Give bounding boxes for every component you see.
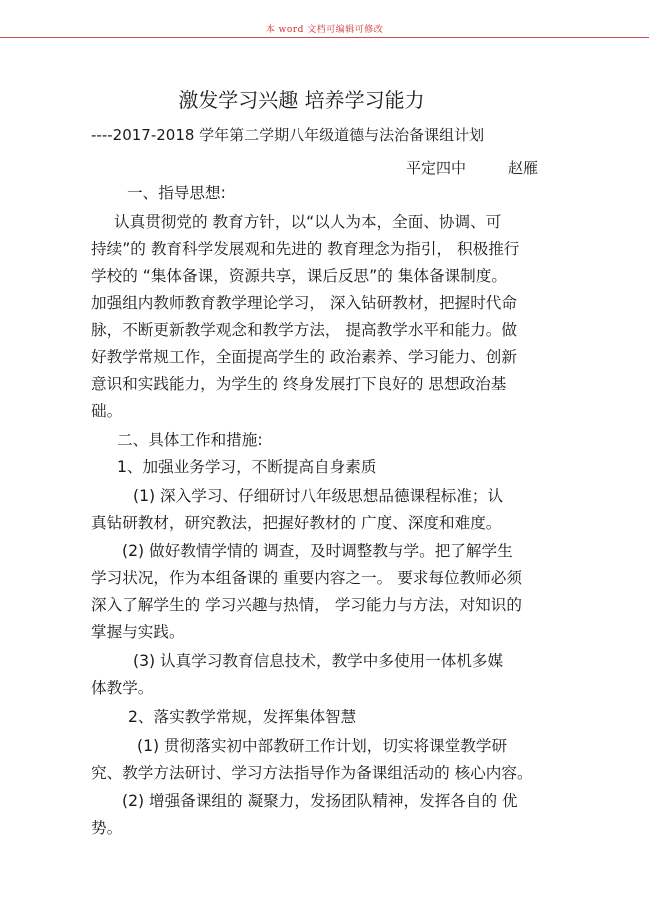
paragraph-line: 真钻研教材，研究教法，把握好教材的 广度、深度和难度。 bbox=[91, 514, 502, 532]
paragraph-line: (3) 认真学习教育信息技术，教学中多使用一体机多媒 bbox=[133, 652, 504, 670]
subsection-heading: 2、落实教学常规，发挥集体智慧 bbox=[128, 708, 357, 726]
paragraph-line: 学校的 “集体备课，资源共享，课后反思”的 集体备课制度。 bbox=[91, 267, 507, 285]
subsection-heading: 1、加强业务学习，不断提高自身素质 bbox=[117, 458, 377, 476]
paragraph-line: (1) 贯彻落实初中部教研工作计划，切实将课堂教学研 bbox=[137, 737, 508, 755]
paragraph-line: 势。 bbox=[91, 819, 123, 837]
paragraph-line: 掌握与实践。 bbox=[91, 623, 185, 641]
document-title: 激发学习兴趣 培养学习能力 bbox=[178, 88, 425, 112]
section-heading: 二、具体工作和措施: bbox=[117, 431, 263, 449]
paragraph-line: 好教学常规工作，全面提高学生的 政治素养、学习能力、创新 bbox=[91, 348, 517, 366]
paragraph-line: (2) 做好教情学情的 调查，及时调整教与学。把了解学生 bbox=[122, 542, 513, 560]
school-name: 平定四中 bbox=[406, 159, 467, 177]
paragraph-line: 体教学。 bbox=[91, 679, 154, 697]
paragraph-line: 脉，不断更新教学观念和教学方法， 提高教学水平和能力。做 bbox=[91, 321, 517, 339]
paragraph-line: 学习状况，作为本组备课的 重要内容之一。 要求每位教师必须 bbox=[91, 569, 522, 587]
paragraph-line: 意识和实践能力，为学生的 终身发展打下良好的 思想政治基 bbox=[91, 375, 507, 393]
paragraph-line: 认真贯彻党的 教育方针，以“以人为本，全面、协调、可 bbox=[114, 213, 502, 231]
paragraph-line: (2) 增强备课组的 凝聚力，发扬团队精神，发挥各自的 优 bbox=[122, 792, 518, 810]
section-heading: 一、指导思想: bbox=[127, 184, 226, 202]
paragraph-line: 究、教学方法研讨、学习方法指导作为备课组活动的 核心内容。 bbox=[91, 764, 533, 782]
paragraph-line: 持续”的 教育科学发展观和先进的 教育理念为指引， 积极推行 bbox=[91, 240, 520, 258]
paragraph-line: 础。 bbox=[91, 402, 123, 420]
document-subtitle: ----2017-2018 学年第二学期八年级道德与法治备课组计划 bbox=[91, 126, 485, 144]
paragraph-line: (1) 深入学习、仔细研讨八年级思想品德课程标准；认 bbox=[133, 487, 504, 505]
header-note: 本 word 文档可编辑可修改 bbox=[265, 25, 384, 35]
paragraph-line: 加强组内教师教育教学理论学习， 深入钻研教材，把握时代命 bbox=[91, 294, 517, 312]
author-name: 赵雁 bbox=[508, 159, 539, 177]
header-divider bbox=[0, 37, 649, 38]
paragraph-line: 深入了解学生的 学习兴趣与热情， 学习能力与方法，对知识的 bbox=[91, 596, 522, 614]
